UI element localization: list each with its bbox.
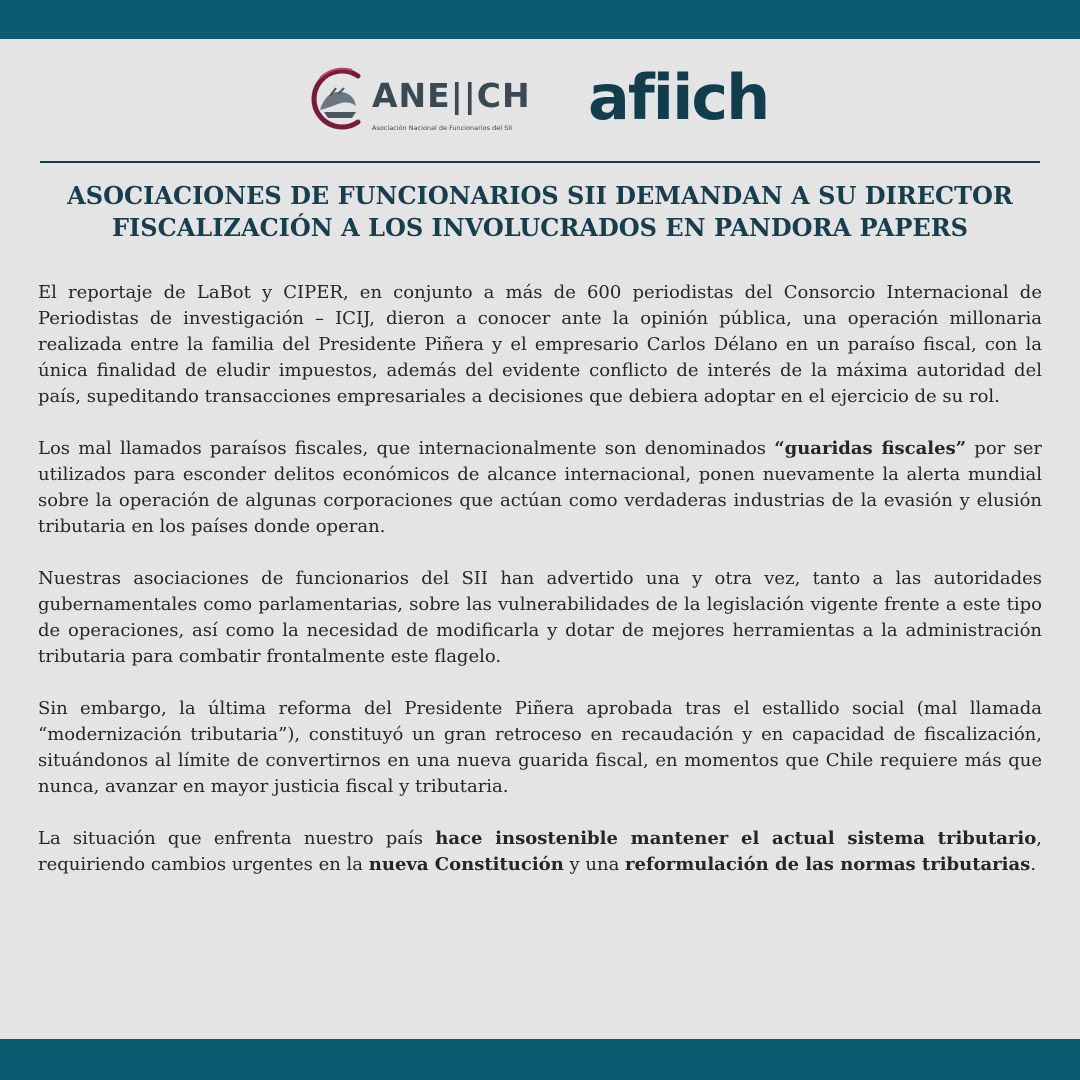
aneich-wordmark: ANE||CH: [372, 76, 531, 115]
paragraph-5-text-c: , requiriendo cambios urgentes en la: [38, 828, 1042, 875]
paragraph-5-text-a: La situación que enfrenta nuestro país: [38, 828, 436, 849]
logos-header: [0, 62, 1080, 142]
paragraph-2-text: Los mal llamados paraísos fiscales, que internacionalmente son denominados: [38, 438, 775, 459]
paragraph-1: El reportaje de LaBot y CIPER, en conjunto a más de 600 periodistas del Consorcio Internacional de Periodistas de investigación – ICIJ, dieron a conocer ante la opinión pública, una operación millonaria realizada entre la familia del Presidente Piñera y el empresario Carlos Délano en un paraíso fiscal, con la única finalidad de eludir impuestos, además del evidente conflicto de interés de la máxima autoridad del país, supeditando transacciones empresariales a decisiones que debiera adoptar en el ejercicio de su rol.: [38, 282, 1042, 407]
paragraph-5-text-g: .: [1030, 854, 1037, 875]
paragraph-5: [38, 826, 1042, 878]
paragraph-3: Nuestras asociaciones de funcionarios del SII han advertido una y otra vez, tanto a las autoridades gubernamentales como parlamentarias, sobre las vulnerabilidades de la legislación vigente frente a este tipo de operaciones, así como la necesidad de modificarla y dotar de mejores herramientas a la administración tributaria para combatir frontalmente este flagelo.: [38, 568, 1042, 667]
page-title: [40, 180, 1040, 244]
paragraph-4: Sin embargo, la última reforma del Presidente Piñera aprobada tras el estallido social (mal llamada “modernización tributaria”), constituyó un gran retroceso en recaudación y en capacidad de fiscalización, situándonos al límite de convertirnos en una nueva guarida fiscal, en momentos que Chile requiere más que nunca, avanzar en mayor justicia fiscal y tributaria.: [38, 698, 1042, 797]
title-line-1: ASOCIACIONES DE FUNCIONARIOS SII DEMANDAN A SU DIRECTOR: [67, 181, 1013, 210]
title-line-2: FISCALIZACIÓN A LOS INVOLUCRADOS EN PANDORA PAPERS: [112, 213, 968, 242]
afiich-logo: afiich: [588, 61, 769, 134]
top-band: [0, 0, 1080, 39]
aneich-subtitle: Asociación Nacional de Funcionarios del SII: [372, 124, 513, 132]
paragraph-2-emphasis: “guaridas fiscales”: [774, 438, 967, 459]
article-body: [38, 280, 1042, 904]
aneich-logo: [306, 66, 536, 136]
paragraph-2: [38, 436, 1042, 540]
paragraph-2-text-end: por ser utilizados para esconder delitos económicos de alcance internacional, ponen nuevamente la alerta mundial sobre la operación de algunas corporaciones que actúan como verdaderas industrias de la evasión y elusión tributaria en los países donde operan.: [38, 438, 1042, 537]
paragraph-5-emphasis-1: hace insostenible mantener el actual sistema tributario: [435, 828, 1037, 849]
paragraph-5-emphasis-2: nueva Constitución: [368, 854, 564, 875]
bottom-band: [0, 1039, 1080, 1080]
paragraph-5-emphasis-3: reformulación de las normas tributarias: [625, 854, 1031, 875]
aneich-emblem-icon: [306, 66, 370, 132]
paragraph-5-text-e: y una: [563, 854, 626, 875]
header-divider: [40, 161, 1040, 163]
